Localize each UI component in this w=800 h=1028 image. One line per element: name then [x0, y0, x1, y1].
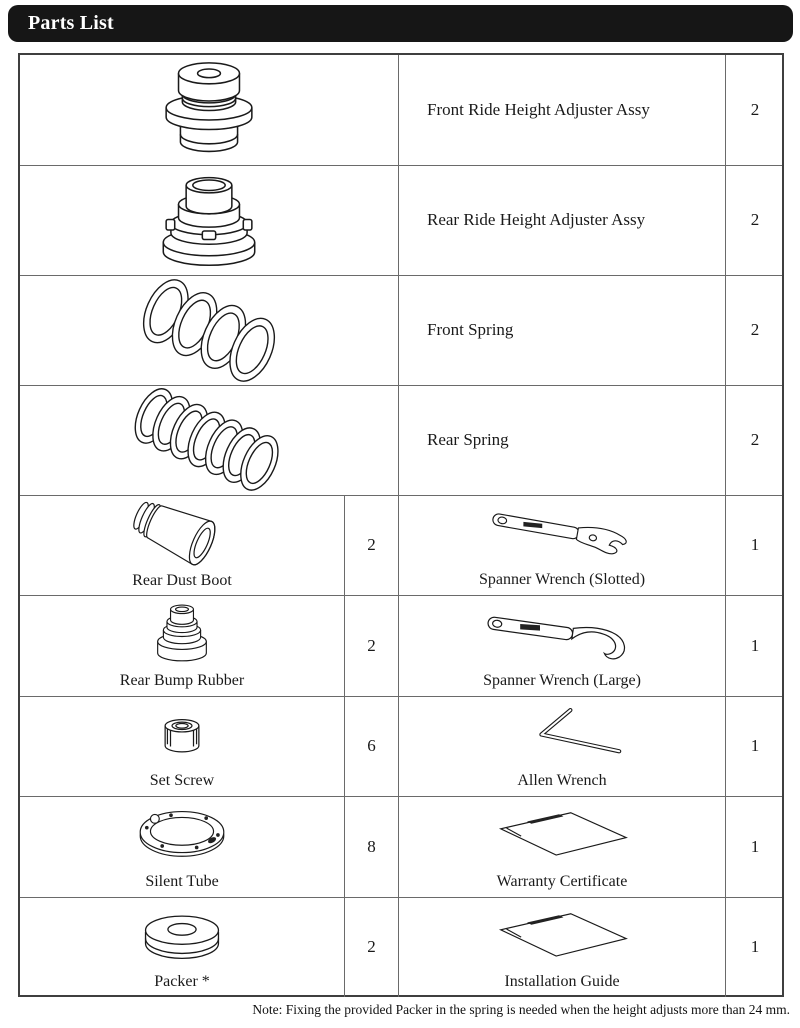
part-image-cell	[20, 276, 398, 385]
part-label: Set Screw	[149, 772, 215, 790]
table-row	[20, 595, 782, 696]
part-image-cell	[20, 898, 344, 998]
part-qty: 6	[344, 697, 398, 797]
part-qty: 1	[725, 898, 784, 998]
footnote: Note: Fixing the provided Packer in the spring is needed when the height adjusts more than 24 mm.	[252, 1002, 790, 1017]
table-row	[20, 897, 782, 998]
table-row	[20, 495, 782, 596]
part-qty: 2	[725, 386, 784, 495]
silent-tube-illustration	[127, 802, 237, 868]
part-label: Rear Dust Boot	[132, 571, 232, 589]
part-image-cell	[398, 797, 725, 897]
part-qty: 2	[725, 276, 784, 385]
part-image-cell	[20, 697, 344, 797]
rear-spring-illustration	[117, 388, 301, 493]
parts-list-header	[8, 5, 793, 42]
table-row	[20, 55, 782, 165]
table-row	[20, 275, 782, 385]
part-image-cell	[398, 596, 725, 696]
table-row	[20, 696, 782, 797]
part-label: Installation Guide	[504, 973, 620, 991]
spanner-wrench-large-illustration	[475, 604, 650, 665]
part-label: Rear Bump Rubber	[119, 671, 245, 689]
packer-illustration	[132, 907, 232, 965]
part-qty: 1	[725, 697, 784, 797]
part-image-cell	[20, 386, 398, 495]
page-title: Parts List	[28, 12, 114, 34]
part-label: Spanner Wrench (Large)	[483, 671, 641, 689]
part-name: Front Ride Height Adjuster Assy	[398, 55, 725, 165]
part-label: Silent Tube	[145, 872, 219, 890]
part-qty: 2	[344, 898, 398, 998]
part-name: Rear Spring	[398, 386, 725, 495]
rear-dust-boot-illustration	[125, 496, 239, 572]
part-name: Front Spring	[398, 276, 725, 385]
part-image-cell	[398, 697, 725, 797]
spanner-wrench-slotted-illustration	[478, 499, 646, 568]
part-qty: 1	[725, 596, 784, 696]
part-image-cell	[398, 898, 725, 998]
table-row	[20, 385, 782, 495]
part-qty: 2	[344, 596, 398, 696]
part-image-cell	[20, 596, 344, 696]
part-qty: 2	[725, 55, 784, 165]
part-image-cell	[20, 166, 398, 275]
part-label: Spanner Wrench (Slotted)	[478, 571, 646, 589]
front-spring-illustration	[117, 278, 301, 383]
allen-wrench-illustration	[497, 704, 627, 765]
part-qty: 2	[344, 496, 398, 596]
installation-guide-illustration	[489, 905, 635, 967]
part-image-cell	[20, 55, 398, 165]
warranty-certificate-illustration	[489, 804, 635, 866]
part-image-cell	[20, 496, 344, 596]
front-ride-height-adjuster-illustration	[147, 60, 271, 160]
part-qty: 1	[725, 797, 784, 897]
part-label: Allen Wrench	[517, 772, 607, 790]
part-qty: 1	[725, 496, 784, 596]
rear-bump-rubber-illustration	[139, 600, 225, 668]
part-label: Warranty Certificate	[496, 872, 628, 890]
table-row	[20, 796, 782, 897]
part-qty: 2	[725, 166, 784, 275]
part-qty: 8	[344, 797, 398, 897]
parts-table	[18, 53, 784, 997]
part-image-cell	[398, 496, 725, 596]
rear-ride-height-adjuster-illustration	[147, 170, 271, 270]
table-row	[20, 165, 782, 275]
part-image-cell	[20, 797, 344, 897]
part-name: Rear Ride Height Adjuster Assy	[398, 166, 725, 275]
part-label: Packer *	[154, 973, 210, 991]
set-screw-illustration	[155, 712, 209, 758]
